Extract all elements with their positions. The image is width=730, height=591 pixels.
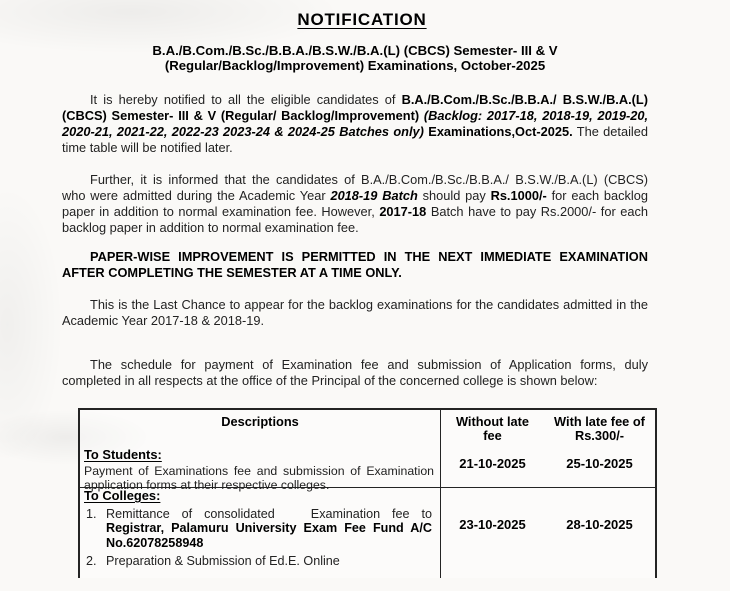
subtitle-line1: B.A./B.Com./B.Sc./B.B.A./B.S.W./B.A.(L) (CBCS) Semester- III & V — [152, 43, 558, 58]
colleges-with-late-date: 28-10-2025 — [566, 517, 633, 532]
paragraph-schedule-intro: The schedule for payment of Examination fee and submission of Application forms, duly completed in all respects at the office of the Principal of the concerned college is shown below: — [62, 357, 648, 388]
colleges-without-late-date: 23-10-2025 — [440, 488, 544, 578]
table-header-descriptions: Descriptions — [221, 414, 299, 429]
para1-course-list: B.A./B.Com./B.Sc./B.B.A./ B.S.W./B.A.(L) (CBCS) Semester- III & V (Regular/ Backlog/Improvement) — [62, 92, 648, 123]
students-description: Payment of Examinations fee and submission of Examination application forms at their respective colleges. — [84, 463, 434, 492]
para2-mid2: for each backlog paper in addition to normal examination fee. However, — [62, 188, 649, 219]
table-row-students — [80, 447, 440, 492]
table-header-without-late-fee: Without late fee — [440, 410, 544, 447]
fee-schedule-table — [78, 408, 657, 578]
colleges-item-2-text: Preparation & Submission of Ed.E. Online — [106, 554, 340, 568]
para1-backlog-batches: (Backlog: 2017-18, 2018-19, 2019-20, 2020-21, 2021-22, 2022-23 2023-24 & 2024-25 Batches only) — [62, 108, 649, 139]
paragraph-backlog-fee — [62, 172, 648, 236]
para2-tail: Batch have to pay Rs.2000/- for each backlog paper in addition to normal examination fee. — [62, 204, 648, 235]
colleges-heading: To Colleges: — [84, 488, 161, 503]
colleges-item-2-number: 2. — [86, 554, 97, 568]
para2-batch-2017: 2017-18 — [379, 204, 427, 219]
para2-fee-1000: Rs.1000/- — [490, 188, 547, 203]
para1-tail: The detailed time table will be notified later. — [62, 124, 649, 155]
students-without-late-date: 21-10-2025 — [440, 447, 544, 488]
colleges-item-1-number: 1. — [86, 506, 97, 521]
page-title: NOTIFICATION — [297, 10, 427, 29]
paragraph-improvement-notice: PAPER-WISE IMPROVEMENT IS PERMITTED IN THE NEXT IMMEDIATE EXAMINATION AFTER COMPLETING THE SEMESTER AT A TIME ONLY. — [62, 249, 648, 280]
para2-batch: 2018-19 Batch — [330, 188, 418, 203]
para1-lead: It is hereby notified to all the eligible candidates of — [90, 92, 402, 107]
colleges-item-1-fund-account: Registrar, Palamuru University Exam Fee Fund A/C No.62078258948 — [106, 521, 432, 550]
colleges-item-2 — [82, 552, 438, 571]
table-row-colleges — [80, 488, 440, 578]
para2-lead: Further, it is informed that the candidates of B.A./B.Com./B.Sc./B.B.A./ B.S.W./B.A.(L) (CBCS) who were admitted during the Academic Year — [62, 172, 648, 203]
paragraph-eligibility — [62, 92, 648, 156]
para1-exam-date: Examinations,Oct-2025. — [428, 124, 573, 139]
colleges-item-1 — [82, 505, 438, 553]
paragraph-last-chance: This is the Last Chance to appear for the backlog examinations for the candidates admitted in the Academic Year 2017-18 & 2018-19. — [62, 297, 648, 328]
students-with-late-date: 25-10-2025 — [544, 447, 655, 488]
subtitle-line2: (Regular/Backlog/Improvement) Examinations, October-2025 — [164, 58, 546, 73]
colleges-item-1-text: Remittance of consolidated Examination fee to Registrar, Palamuru University Exam Fee Fund A/C No.62078258948 — [106, 506, 432, 550]
para2-mid1: should pay — [417, 188, 491, 203]
students-heading: To Students: — [84, 447, 162, 462]
table-header-with-late-fee: With late fee of Rs.300/- — [554, 414, 645, 443]
document-subtitle — [62, 43, 648, 73]
